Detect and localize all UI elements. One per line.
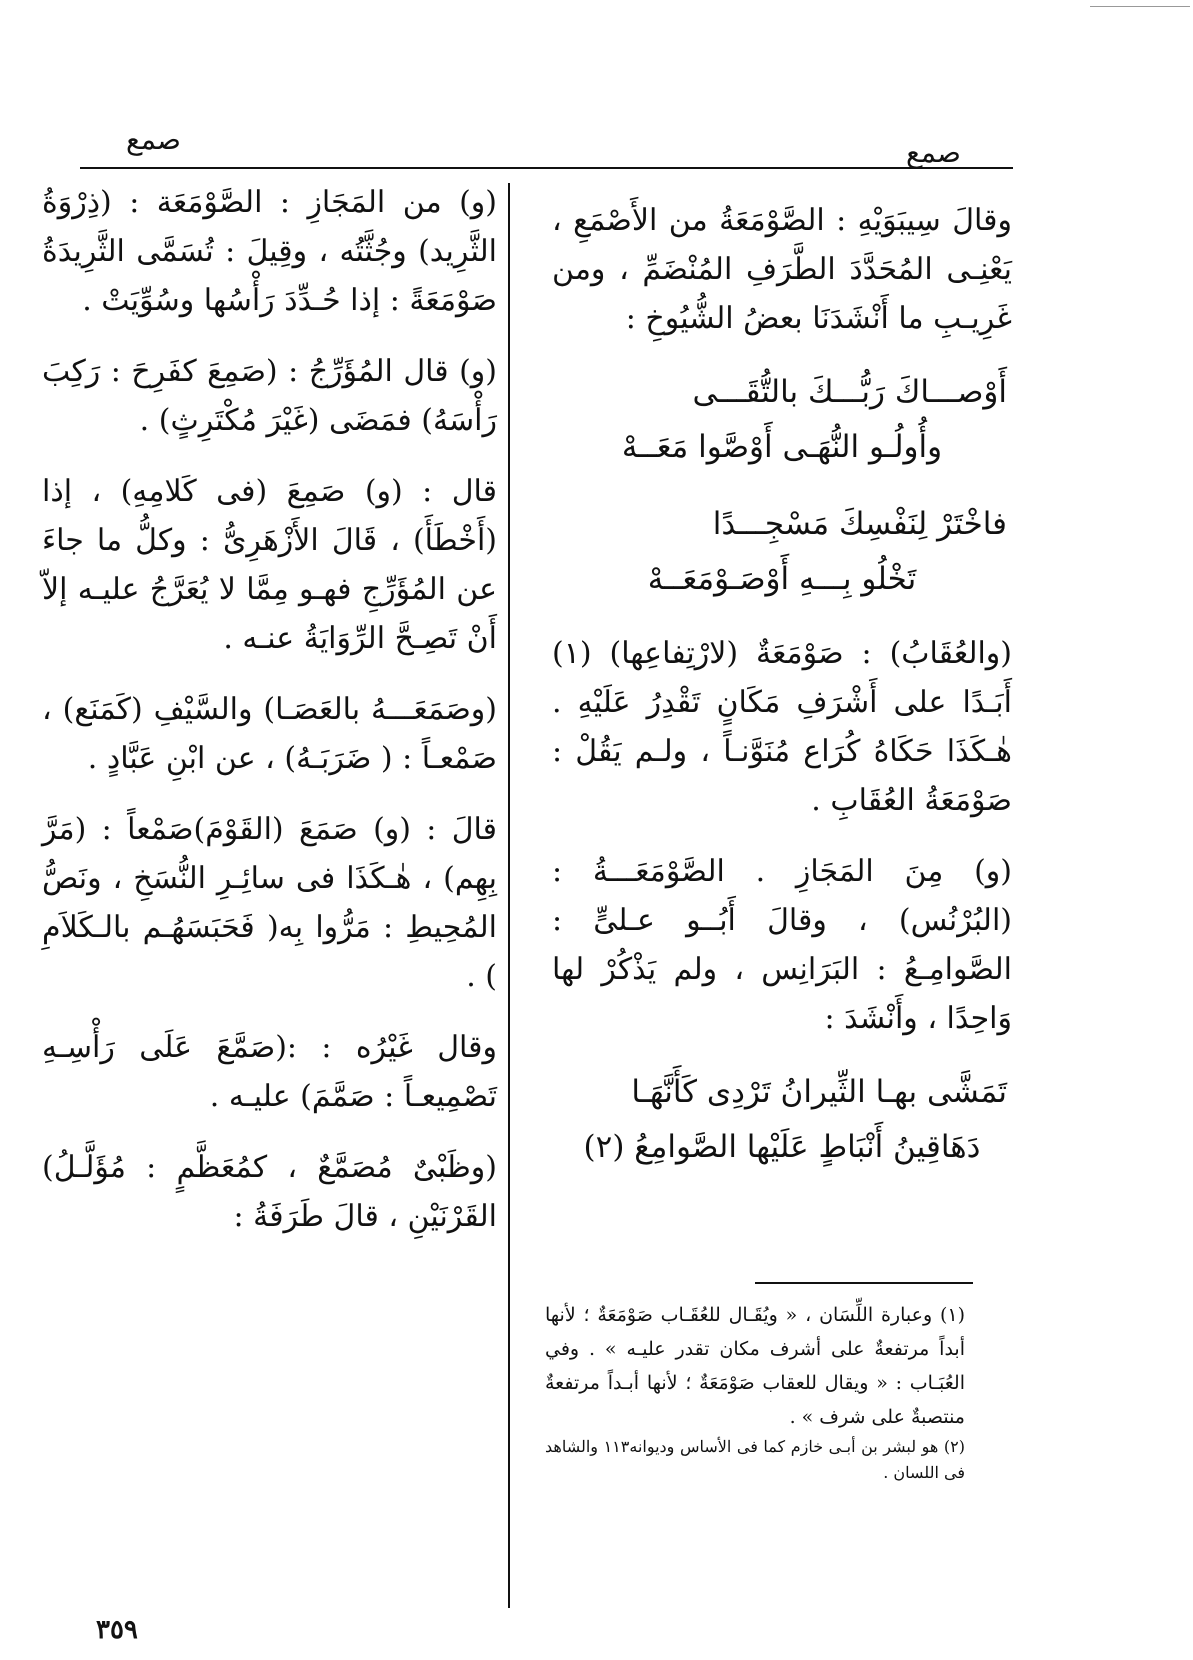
page-number: ٣٥٩: [96, 1615, 138, 1645]
header-keyword-right: صمع: [906, 136, 961, 169]
verse-hemistich: أَوْصـــاكَ رَبُّـــكَ بالتُّقَـــى: [692, 374, 1007, 410]
column-divider: [508, 183, 510, 1608]
right-column: [552, 196, 1012, 1175]
paragraph: قالَ : (و) صَمَعَ (القَوْمَ)صَمْعاً : (مَرَّ بِهِم) ، هٰـكَذَا فى سائِـرِ النُّسَخِ ، ونَصُّ المُحِيطِ : مَرُّوا بِه( فَحَبَسَهُـم بالـكَلاَمِ ) .: [42, 812, 497, 994]
header-keyword-left: صمع: [126, 123, 181, 156]
paragraph: وقال غَيْرُه : :(صَمَّعَ عَلَى رَأْسِـهِ تَصْمِيعـاً : صَمَّمَ) عليـه .: [42, 1030, 497, 1114]
header-rule: [80, 167, 1013, 169]
verse-hemistich: وأُولُـو النُّهَـى أَوْصَّوا مَعَــهْ: [621, 429, 943, 465]
paragraph: (و) قال المُؤَرِّجُ : (صَمِعَ كفَرِحَ : رَكِبَ رَأْسَهُ) فمَضَى (غَيْرَ مُكْتَرِثٍ) .: [42, 354, 497, 438]
footnote-1: (١) وعبارة اللِّسَان ، « ويُقَـال للعُقَـاب صَوْمَعَةٌ ؛ لأنها أبداً مرتفعةٌ على أشرف مكان تقدر عليـه » . وفي العُبَـاب : « ويقال للعقاب صَوْمَعَةٌ ؛ لأنها أبـداً مرتفعةٌ منتصبةٌ على شرف » .: [545, 1304, 965, 1428]
paragraph: (وظَبْىٌ مُصَمَّعٌ ، كمُعَظَّمٍ : مُؤَلَّـلُ) القَرْنَيْنِ ، قالَ طَرَفَةُ :: [42, 1150, 497, 1234]
verse-hemistich: تَخْلُو بِـــهِ أَوْصَـوْمَعَــهْ: [647, 561, 917, 597]
paragraph: قال : (و) صَمِعَ (فى كَلامِهِ) ، إذا (أَخْطَأَ) ، قَالَ الأَزْهَرِىُّ : وكلُّ ما جاءَ عن المُؤَرِّجِ فهـو مِمَّا لا يُعَرَّجُ عليـه إلاّ أَنْ تَصِـحَّ الرِّوَايَةُ عنـه .: [42, 474, 497, 656]
footnotes: [545, 1298, 965, 1486]
top-edge-rule: [1090, 6, 1190, 7]
paragraph: وقالَ سِيبَوَيْهِ : الصَّوْمَعَةُ من الأَصْمَعِ ، يَعْنِـى المُحَدَّدَ الطَّرَفِ المُنْضَمِّ ، ومن غَرِيـبِ ما أَنْشَدَنَا بعضُ الشُّيُوخِ :: [552, 203, 1012, 336]
footnote-rule: [755, 1282, 973, 1284]
footnote-2: (٢) هو لبشر بن أبـى خازم كما فى الأساس وديوانه١١٣ والشاهد فى اللسان .: [545, 1437, 965, 1482]
paragraph: (و) مِنَ المَجَازِ . الصَّوْمَعَـــةُ : (البُرْنُس) ، وقالَ أَبُــو عـلىٍّ : الصَّوامِـعُ : البَرَانِس ، ولم يَذْكُرْ لها وَاحِدًا ، وأَنْشَدَ :: [552, 854, 1012, 1036]
verse-hemistich: دَهَاقِينُ أَنْبَاطٍ عَلَيْها الصَّوامِعُ (٢): [583, 1129, 981, 1165]
paragraph: (و) من المَجَازِ : الصَّوْمَعَة : (ذِرْوَةُ الثَّرِيد) وجُثَّتُه ، وقِيلَ : تُسَمَّى الثَّرِيدَةُ صَوْمَعَةً : إذا حُـدِّدَ رَأْسُها وسُوِّيَتْ .: [42, 185, 497, 318]
paragraph: (وصَمَعَـــهُ بالعَصَـا) والسَّيْفِ (كَمَنَع) ، صَمْعـاً : ( ضَرَبَـهُ) ، عن ابْنِ عَبَّادٍ .: [42, 692, 497, 776]
verse-hemistich: تَمَشَّى بهـا الثِّيرانُ تَرْدِى كَأَنَّهَـا: [631, 1074, 1007, 1110]
left-column: [42, 178, 497, 1241]
paragraph: (والعُقَابُ) : صَوْمَعَةٌ (لارْتِفاعِها) (١) أَبَـدًا على أَشْرَفِ مَكَانٍ تَقْدِرُ عَلَيْهِ . هٰـكَذَا حَكَاهُ كُرَاع مُنَوَّنـاً ، ولـم يَقُلْ : صَوْمَعَةُ العُقَابِ .: [552, 636, 1012, 818]
verse-hemistich: فاخْتَرْ لِنَفْسِكَ مَسْجِـــدًا: [712, 506, 1007, 542]
